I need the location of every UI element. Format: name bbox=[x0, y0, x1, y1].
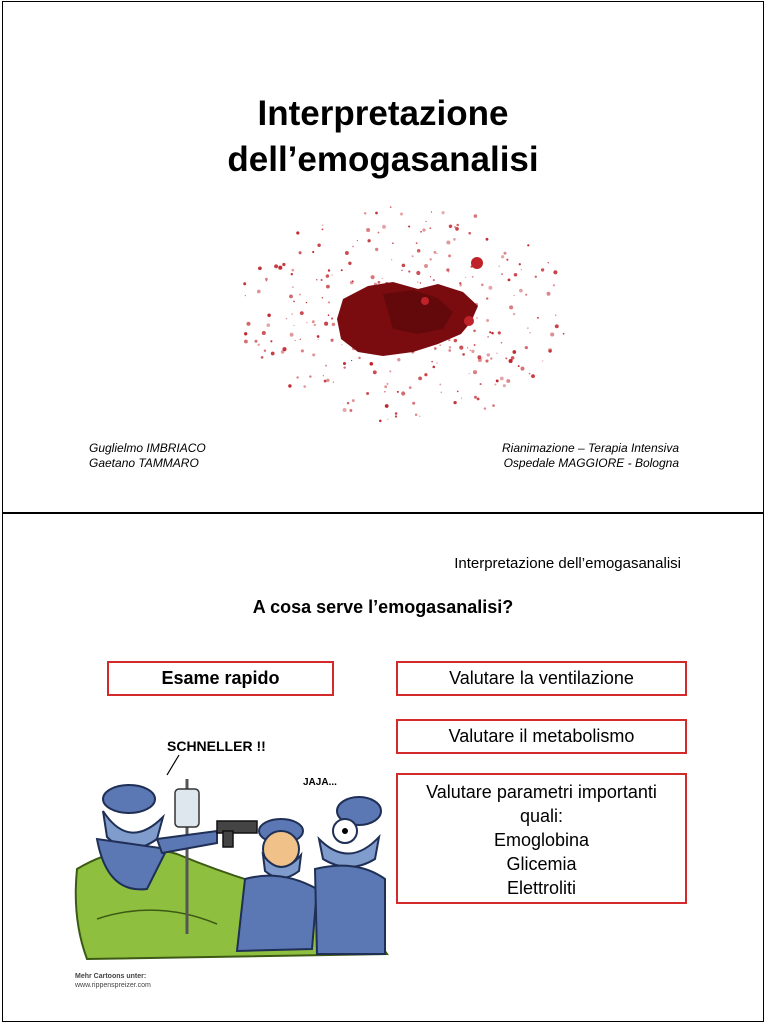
slide-title-line-1: Interpretazione bbox=[257, 94, 509, 133]
box-ventilazione: Valutare la ventilazione bbox=[396, 661, 687, 696]
surgeons-cartoon-image bbox=[67, 719, 397, 967]
department-line: Ospedale MAGGIORE - Bologna bbox=[503, 456, 679, 470]
params-item: Elettroliti bbox=[506, 877, 577, 898]
authors bbox=[89, 441, 206, 471]
content-slide bbox=[2, 513, 764, 1022]
params-item: Glicemia bbox=[506, 853, 577, 874]
title-slide bbox=[2, 1, 764, 513]
credit-line: Mehr Cartoons unter: bbox=[75, 973, 147, 980]
box-esame-rapido: Esame rapido bbox=[107, 661, 334, 696]
params-line: Valutare parametri importanti bbox=[426, 781, 657, 802]
params-item: Emoglobina bbox=[493, 829, 590, 850]
box-metabolismo: Valutare il metabolismo bbox=[396, 719, 687, 754]
params-line: quali: bbox=[519, 805, 564, 826]
cartoon-credit bbox=[75, 972, 151, 990]
credit-url: www.rippenspreizer.com bbox=[75, 982, 151, 989]
blood-splatter-image bbox=[233, 194, 568, 426]
cartoon-speech-1: SCHNELLER !! bbox=[167, 738, 266, 754]
department bbox=[502, 441, 679, 471]
cartoon-speech-2: JAJA... bbox=[303, 777, 337, 788]
box-parametri bbox=[396, 773, 687, 904]
slide-title-line-2: dell’emogasanalisi bbox=[227, 140, 539, 179]
author-name: Guglielmo IMBRIACO bbox=[89, 441, 206, 455]
department-line: Rianimazione – Terapia Intensiva bbox=[502, 441, 679, 455]
slide-header: Interpretazione dell’emogasanalisi bbox=[454, 555, 681, 572]
slide-question: A cosa serve l’emogasanalisi? bbox=[252, 597, 514, 617]
author-name: Gaetano TAMMARO bbox=[89, 456, 199, 470]
